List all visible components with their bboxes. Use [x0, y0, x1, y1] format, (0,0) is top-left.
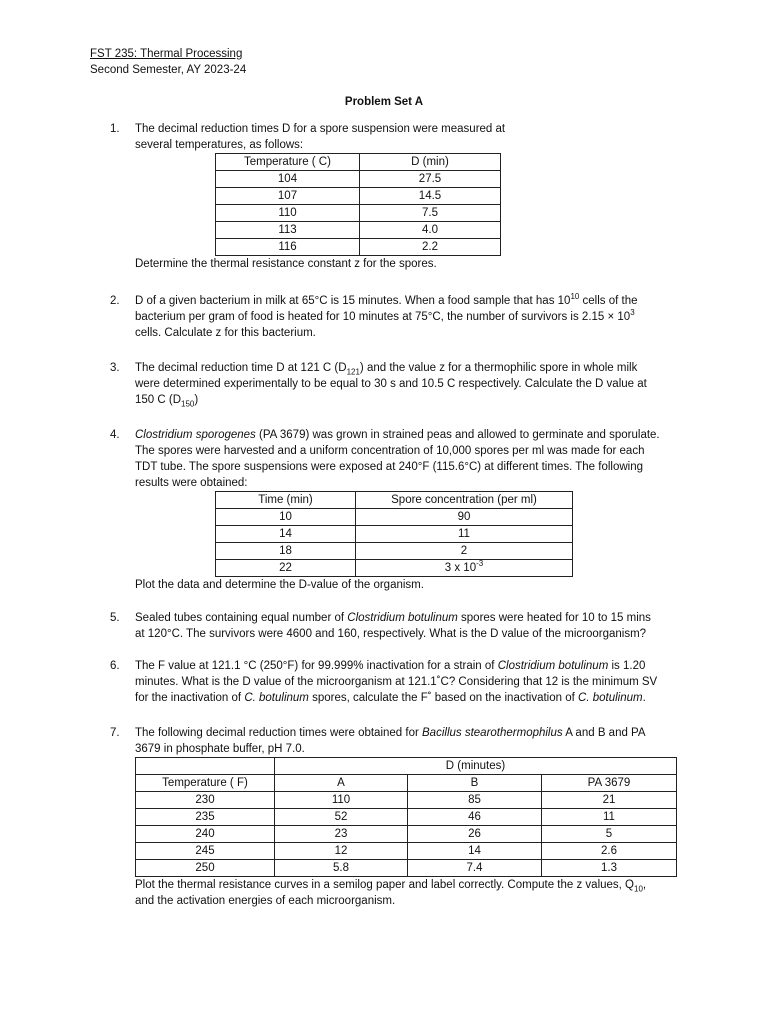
- table-header-cell: Temperature ( F): [136, 775, 275, 792]
- question-text: 3679 in phosphate buffer, pH 7.0.: [135, 743, 305, 755]
- table-header-cell: Time (min): [216, 492, 356, 509]
- table-cell: 110: [275, 792, 408, 809]
- table-header-cell: D (min): [360, 154, 501, 171]
- question-text: The following decimal reduction times were obtained for Bacillus stearothermophilus A and B and PA: [135, 727, 646, 739]
- table-cell: 2.2: [360, 239, 501, 256]
- question-number: 6.: [110, 660, 120, 672]
- course-title: FST 235: Thermal Processing: [90, 48, 243, 60]
- table-cell: 12: [275, 843, 408, 860]
- table-row: [216, 171, 501, 188]
- table-cell: 27.5: [360, 171, 501, 188]
- table-header-row: [216, 154, 501, 171]
- question-text: results were obtained:: [135, 477, 248, 489]
- table-header-cell: Spore concentration (per ml): [356, 492, 573, 509]
- table-row: [216, 239, 501, 256]
- table-cell: 7.4: [408, 860, 542, 877]
- table-row: [216, 222, 501, 239]
- question-text: The F value at 121.1 °C (250°F) for 99.999% inactivation for a strain of Clostridium botulinum is 1.20: [135, 660, 646, 672]
- question-instruction: Plot the thermal resistance curves in a semilog paper and label correctly. Compute the z values, $Q_{10}$,: [135, 879, 647, 894]
- question-text: The spores were harvested and a uniform concentration of 10,000 spores per ml was made for each: [135, 445, 645, 457]
- table-cell: 5: [542, 826, 677, 843]
- table-row: [136, 792, 677, 809]
- table-row: [216, 509, 573, 526]
- question-number: 1.: [110, 123, 120, 135]
- question-text: Clostridium sporogenes (PA 3679) was grown in strained peas and allowed to germinate and sporulate.: [135, 429, 660, 441]
- table-cell: 5.8: [275, 860, 408, 877]
- table-cell: 14: [408, 843, 542, 860]
- table-cell: 245: [136, 843, 275, 860]
- table-row: [136, 860, 677, 877]
- table-cell: 235: [136, 809, 275, 826]
- question-number: 5.: [110, 612, 120, 624]
- question-text: The decimal reduction time D at 121 C $(D_{121})$ and the value z for a thermophilic spore in whole milk: [135, 362, 638, 377]
- question-number: 3.: [110, 362, 120, 374]
- table-cell: 7.5: [360, 205, 501, 222]
- data-table: [215, 491, 573, 577]
- table-row: [136, 809, 677, 826]
- table-cell: 23: [275, 826, 408, 843]
- question-text: Sealed tubes containing equal number of Clostridium botulinum spores were heated for 10 to 15 mins: [135, 612, 651, 624]
- table-row: [216, 188, 501, 205]
- page-title: Problem Set A: [344, 96, 424, 108]
- table-cell: 85: [408, 792, 542, 809]
- table-cell: 26: [408, 826, 542, 843]
- table-header-cell: Temperature ( C): [216, 154, 360, 171]
- question-number: 2.: [110, 295, 120, 307]
- table-header-row: [216, 492, 573, 509]
- table-cell: 52: [275, 809, 408, 826]
- table-cell: 11: [542, 809, 677, 826]
- table-cell: 46: [408, 809, 542, 826]
- question-text: for the inactivation of C. botulinum spores, calculate the F˚ based on the inactivation of C. botulinum.: [135, 692, 646, 704]
- table-cell: 4.0: [360, 222, 501, 239]
- document-header: [90, 46, 246, 78]
- table-group-header-row: [136, 758, 677, 775]
- table-row: [216, 205, 501, 222]
- table-cell: 11: [356, 526, 573, 543]
- question-5: [110, 610, 680, 642]
- question-1: [110, 121, 680, 272]
- table-cell: 2: [356, 543, 573, 560]
- table-header-row: [136, 775, 677, 792]
- table-cell: 14: [216, 526, 356, 543]
- table-header-cell: PA 3679: [542, 775, 677, 792]
- question-text: at 120°C. The survivors were 4600 and 160, respectively. What is the D value of the microorganism?: [135, 628, 647, 640]
- table-cell: 90: [356, 509, 573, 526]
- table-header-cell: [136, 758, 275, 775]
- question-text: cells. Calculate z for this bacterium.: [135, 327, 316, 339]
- question-instruction: and the activation energies of each microorganism.: [135, 895, 396, 907]
- table-row: [136, 826, 677, 843]
- table-cell: 18: [216, 543, 356, 560]
- table-row: [216, 543, 573, 560]
- table-cell: 2.6: [542, 843, 677, 860]
- table-row: [136, 843, 677, 860]
- table-row: [216, 560, 573, 577]
- table-cell: 230: [136, 792, 275, 809]
- table-cell: 104: [216, 171, 360, 188]
- question-text: bacterium per gram of food is heated for 10 minutes at 75°C, the number of survivors is $2.15 \times 10^3$: [135, 308, 635, 323]
- question-text: 150 C $(D_{150})$: [135, 394, 199, 409]
- question-text: were determined experimentally to be equal to 30 s and 10.5 C respectively. Calculate the D value at: [135, 378, 647, 390]
- question-instruction: Determine the thermal resistance constant z for the spores.: [135, 258, 437, 270]
- question-text: several temperatures, as follows:: [135, 139, 304, 151]
- table-header-cell: A: [275, 775, 408, 792]
- table-cell: 10: [216, 509, 356, 526]
- table-cell: 240: [136, 826, 275, 843]
- table-cell: 110: [216, 205, 360, 222]
- table-cell: 250: [136, 860, 275, 877]
- question-instruction: Plot the data and determine the D-value of the organism.: [135, 579, 424, 591]
- table-cell: 22: [216, 560, 356, 577]
- question-2: [110, 293, 680, 341]
- question-number: 4.: [110, 429, 120, 441]
- semester-label: Second Semester, AY 2023-24: [90, 64, 247, 76]
- question-text: D of a given bacterium in milk at 65°C is 15 minutes. When a food sample that has $10^{10}$ cells of the: [135, 292, 638, 307]
- question-7: [110, 725, 680, 909]
- data-table: [135, 757, 677, 877]
- table-cell: 14.5: [360, 188, 501, 205]
- table-cell: 107: [216, 188, 360, 205]
- question-number: 7.: [110, 727, 120, 739]
- question-text: The decimal reduction times D for a spore suspension were measured at: [135, 123, 506, 135]
- question-4: [110, 427, 680, 593]
- question-6: [110, 658, 680, 706]
- table-header-cell: B: [408, 775, 542, 792]
- table-group-header-cell: D (minutes): [275, 758, 677, 775]
- question-3: [110, 360, 680, 408]
- data-table: [215, 153, 501, 256]
- question-text: minutes. What is the D value of the microorganism at 121.1˚C? Considering that 12 is the minimum SV: [135, 676, 658, 688]
- table-cell: 113: [216, 222, 360, 239]
- table-cell: 116: [216, 239, 360, 256]
- table-cell: 21: [542, 792, 677, 809]
- question-text: TDT tube. The spore suspensions were exposed at 240°F (115.6°C) at different times. The following: [135, 461, 644, 473]
- table-cell: 3 x $10^{-3}$: [356, 560, 573, 577]
- table-row: [216, 526, 573, 543]
- table-cell: 1.3: [542, 860, 677, 877]
